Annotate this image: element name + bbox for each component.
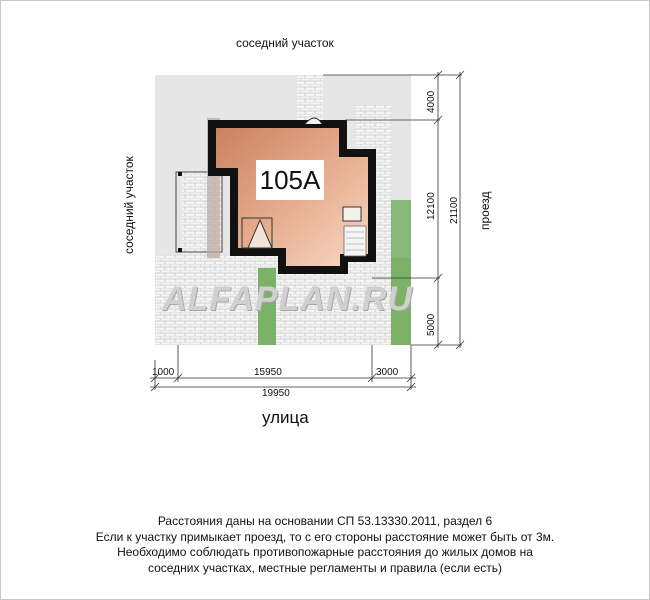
street-label: улица: [262, 408, 309, 427]
neighbor-plot-top-label: соседний участок: [236, 36, 334, 50]
dimension-total-width: 19950: [262, 388, 290, 399]
terrace-post: [178, 172, 182, 176]
side-door: [343, 207, 361, 221]
dimension-front-setback: 5000: [426, 313, 437, 336]
dimension-right-offset: 3000: [376, 367, 399, 378]
regulation-notes: [0, 514, 650, 576]
watermark: ALFAPLAN.RU: [162, 280, 413, 318]
dimension-total-depth: 21100: [449, 196, 460, 224]
note-line: соседних участках, местные регламенты и правила (если есть): [147, 560, 503, 575]
note-line: Расстояния даны на основании СП 53.13330.2011, раздел 6: [157, 514, 493, 528]
note-line: Если к участку примыкает проезд, то с его стороны расстояние может быть от 3м.: [95, 529, 555, 544]
driveway-path: [297, 75, 323, 120]
terrace-post: [178, 248, 182, 252]
neighbor-plot-left-label: соседний участок: [122, 156, 136, 254]
note-line: Необходимо соблюдать противопожарные расстояния до жилых домов на: [117, 545, 533, 559]
driveway-label: проезд: [478, 191, 492, 230]
dimension-house-width: 15950: [254, 367, 282, 378]
dimension-house-depth: 12100: [426, 192, 437, 220]
stairs: [344, 226, 366, 256]
dimension-top-setback: 4000: [426, 90, 437, 113]
house-code-label: 105А: [256, 160, 324, 200]
dimension-left-offset: 1000: [152, 367, 175, 378]
